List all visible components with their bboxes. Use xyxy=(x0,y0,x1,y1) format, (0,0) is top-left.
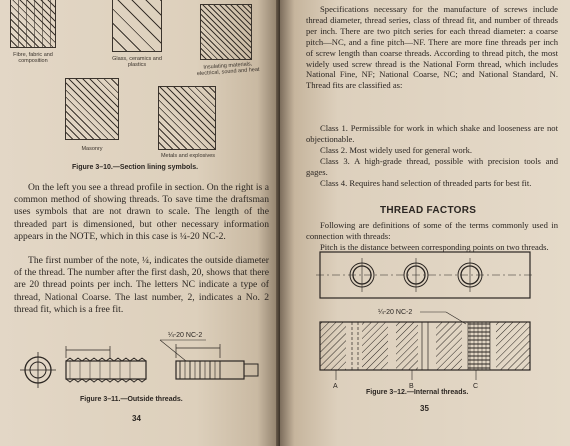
figure-3-12-note: ¼-20 NC-2 xyxy=(378,309,413,316)
symbol-metals xyxy=(158,86,216,150)
symbol-fibre-label: Fibre, fabric and composition xyxy=(13,52,53,64)
class-3-text: Class 3. A high-grade thread, possible with precision tools and gages. xyxy=(306,156,558,177)
figure-3-12-label-c: C xyxy=(473,383,479,390)
symbol-metals-label: Metals and explosives xyxy=(160,153,216,159)
paragraph-thread-profile: On the left you see a thread profile in section. On the right is a common method of showing threads. To save time the draftsman uses symbols that are not drawn to scale. The length of the threaded part is dimensioned, but other necessary information appears in the NOTE, which in this case is ¼-20 NC-2. xyxy=(14,182,269,242)
figure-3-12-label-b: B xyxy=(409,383,414,390)
class-4-text: Class 4. Requires hand selection of threaded parts for best fit. xyxy=(320,178,532,188)
page-number-right: 35 xyxy=(420,404,429,413)
figure-3-11-note: ¼-20 NC-2 xyxy=(168,332,203,339)
symbol-fibre xyxy=(10,0,56,48)
symbol-glass-label: Glass, ceramics and plastics xyxy=(112,56,162,68)
symbol-glass xyxy=(112,0,162,52)
paragraph-definitions: Following are definitions of some of the terms commonly used in connection with threads: xyxy=(306,220,558,241)
symbol-insulating-label: Insulating materials, electrical, sound and heat xyxy=(196,61,260,78)
left-page xyxy=(0,0,280,446)
class-2-text: Class 2. Most widely used for general work. xyxy=(320,145,473,155)
class-1-text: Class 1. Permissible for work in which shake and looseness are not objectionable. xyxy=(306,123,558,144)
paragraph-pitch: Pitch is the distance between corresponding points on two threads. xyxy=(320,242,549,252)
thread-factors-heading: THREAD FACTORS xyxy=(380,205,477,216)
page-number-left: 34 xyxy=(132,414,141,423)
figure-3-12-caption: Figure 3–12.—Internal threads. xyxy=(366,389,469,396)
figure-3-10-caption: Figure 3–10.—Section lining symbols. xyxy=(72,164,199,171)
figure-3-12-label-a: A xyxy=(333,383,338,390)
paragraph-specifications: Specifications necessary for the manufacture of screws include thread diameter, thread series, class of thread fit, and number of threads per inch. There are two pitch series for each thread diameter: a coarse pitch—NC, and a fine pitch—NF. There are more fine threads per inch of screw length than coarse threads. According to thread pitch, the most widely used screw thread is the National Form thread, which includes National Fine, NF; National Coarse, NC; and National Standard, N. Thread fits are classified as: xyxy=(306,4,558,91)
symbol-masonry-label: Masonry xyxy=(81,146,103,152)
figure-3-11-caption: Figure 3–11.—Outside threads. xyxy=(80,396,183,403)
paragraph-note-meaning: The first number of the note, ¼, indicates the outside diameter of the thread. The number after the first dash, 20, shows that there are 20 thread points per inch. The letters NC indicate a type of thread, National Coarse. The last number, 2, indicates a No. 2 thread fit, which is a free fit. xyxy=(14,255,269,315)
figure-3-12-internal-threads xyxy=(316,250,556,398)
right-page xyxy=(280,0,570,446)
symbol-insulating xyxy=(200,4,252,60)
symbol-masonry xyxy=(65,78,119,140)
